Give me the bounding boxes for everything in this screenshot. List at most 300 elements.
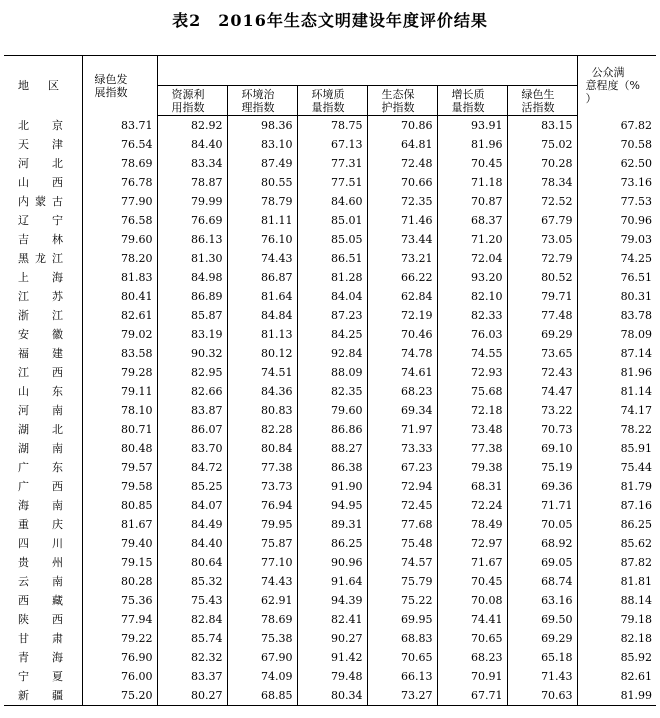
table-row	[4, 572, 656, 591]
green-living-index-header: 绿色生 活指数	[507, 86, 577, 116]
value-cell: 80.27	[157, 686, 227, 706]
value-cell: 79.60	[82, 230, 157, 249]
value-cell: 70.28	[507, 154, 577, 173]
value-cell: 73.05	[507, 230, 577, 249]
table-row	[4, 211, 656, 230]
value-cell: 84.36	[227, 382, 297, 401]
value-cell: 81.67	[82, 515, 157, 534]
value-cell: 86.13	[157, 230, 227, 249]
value-cell: 70.08	[437, 591, 507, 610]
value-cell: 82.66	[157, 382, 227, 401]
value-cell: 82.18	[620, 632, 653, 645]
value-cell: 81.96	[620, 366, 653, 379]
value-cell: 80.83	[227, 401, 297, 420]
value-cell: 67.71	[437, 686, 507, 706]
value-cell: 77.38	[437, 439, 507, 458]
value-cell: 90.96	[297, 553, 367, 572]
value-cell: 85.74	[157, 629, 227, 648]
region-cell: 安 徽	[4, 325, 82, 344]
green-development-index-header: 绿色发 展指数	[82, 56, 157, 116]
value-cell: 70.86	[367, 116, 437, 136]
region-cell: 云 南	[4, 572, 82, 591]
value-cell: 76.90	[82, 648, 157, 667]
value-cell: 81.28	[297, 268, 367, 287]
sub-index-group-header	[157, 56, 577, 86]
value-cell: 63.16	[507, 591, 577, 610]
value-cell: 80.28	[82, 572, 157, 591]
value-cell: 80.52	[507, 268, 577, 287]
value-cell: 85.87	[157, 306, 227, 325]
table-row	[4, 154, 656, 173]
value-cell: 81.14	[620, 385, 653, 398]
value-cell: 74.17	[620, 404, 653, 417]
value-cell: 62.91	[227, 591, 297, 610]
value-cell: 84.40	[157, 135, 227, 154]
value-cell: 74.43	[227, 572, 297, 591]
value-cell: 70.05	[507, 515, 577, 534]
value-cell: 79.28	[82, 363, 157, 382]
region-cell: 宁 夏	[4, 667, 82, 686]
value-cell: 74.25	[620, 252, 653, 265]
region-cell: 青 海	[4, 648, 82, 667]
table-row	[4, 686, 656, 706]
value-cell: 75.02	[507, 135, 577, 154]
value-cell: 83.19	[157, 325, 227, 344]
value-cell: 69.50	[507, 610, 577, 629]
value-cell: 74.57	[367, 553, 437, 572]
value-cell: 84.72	[157, 458, 227, 477]
value-cell: 78.22	[620, 423, 653, 436]
value-cell: 86.38	[297, 458, 367, 477]
value-cell: 90.32	[157, 344, 227, 363]
table-row	[4, 420, 656, 439]
value-cell: 69.36	[507, 477, 577, 496]
region-cell: 四 川	[4, 534, 82, 553]
value-cell: 74.09	[227, 667, 297, 686]
value-cell: 87.14	[620, 347, 653, 360]
region-cell: 天 津	[4, 135, 82, 154]
value-cell: 67.82	[620, 118, 653, 132]
value-cell: 79.95	[227, 515, 297, 534]
value-cell: 74.78	[367, 344, 437, 363]
value-cell: 70.73	[507, 420, 577, 439]
table-row	[4, 363, 656, 382]
value-cell: 67.90	[227, 648, 297, 667]
value-cell: 82.61	[620, 670, 653, 683]
value-cell: 72.94	[367, 477, 437, 496]
value-cell: 74.55	[437, 344, 507, 363]
resource-utilization-index-header: 资源利 用指数	[157, 86, 227, 116]
value-cell: 81.83	[82, 268, 157, 287]
value-cell: 82.10	[437, 287, 507, 306]
value-cell: 73.27	[367, 686, 437, 706]
value-cell: 68.23	[437, 648, 507, 667]
value-cell: 81.11	[227, 211, 297, 230]
value-cell: 73.22	[507, 401, 577, 420]
value-cell: 77.90	[82, 192, 157, 211]
value-cell: 91.42	[297, 648, 367, 667]
table-row	[4, 325, 656, 344]
table-row	[4, 344, 656, 363]
value-cell: 84.60	[297, 192, 367, 211]
table-row	[4, 534, 656, 553]
value-cell: 80.71	[82, 420, 157, 439]
value-cell: 72.79	[507, 249, 577, 268]
value-cell: 76.03	[437, 325, 507, 344]
value-cell: 79.48	[297, 667, 367, 686]
value-cell: 70.45	[437, 154, 507, 173]
value-cell: 70.96	[620, 214, 653, 227]
value-cell: 72.45	[367, 496, 437, 515]
value-cell: 82.35	[297, 382, 367, 401]
region-cell: 甘 肃	[4, 629, 82, 648]
value-cell: 83.71	[82, 116, 157, 136]
value-cell: 69.95	[367, 610, 437, 629]
value-cell: 75.48	[367, 534, 437, 553]
value-cell: 77.38	[227, 458, 297, 477]
value-cell: 79.11	[82, 382, 157, 401]
value-cell: 72.43	[507, 363, 577, 382]
value-cell: 78.79	[227, 192, 297, 211]
table-row	[4, 287, 656, 306]
table-row	[4, 477, 656, 496]
value-cell: 88.09	[297, 363, 367, 382]
region-cell: 西 藏	[4, 591, 82, 610]
value-cell: 92.84	[297, 344, 367, 363]
value-cell: 86.51	[297, 249, 367, 268]
value-cell: 91.90	[297, 477, 367, 496]
table-row	[4, 458, 656, 477]
value-cell: 82.61	[82, 306, 157, 325]
value-cell: 83.78	[620, 309, 653, 322]
value-cell: 68.83	[367, 629, 437, 648]
value-cell: 81.81	[620, 575, 653, 588]
value-cell: 93.20	[437, 268, 507, 287]
value-cell: 84.84	[227, 306, 297, 325]
value-cell: 88.27	[297, 439, 367, 458]
value-cell: 68.31	[437, 477, 507, 496]
value-cell: 84.98	[157, 268, 227, 287]
value-cell: 68.37	[437, 211, 507, 230]
value-cell: 78.75	[297, 116, 367, 136]
value-cell: 80.31	[620, 290, 653, 303]
region-cell: 福 建	[4, 344, 82, 363]
value-cell: 94.39	[297, 591, 367, 610]
value-cell: 79.03	[620, 233, 653, 246]
environmental-governance-index-header: 环境治 理指数	[227, 86, 297, 116]
value-cell: 75.19	[507, 458, 577, 477]
value-cell: 82.92	[157, 116, 227, 136]
value-cell: 77.10	[227, 553, 297, 572]
value-cell: 64.81	[367, 135, 437, 154]
value-cell: 86.87	[227, 268, 297, 287]
value-cell: 86.25	[297, 534, 367, 553]
value-cell: 84.49	[157, 515, 227, 534]
value-cell: 72.93	[437, 363, 507, 382]
value-cell: 82.41	[297, 610, 367, 629]
region-cell: 山 东	[4, 382, 82, 401]
table-row	[4, 116, 656, 136]
value-cell: 70.66	[367, 173, 437, 192]
value-cell: 74.41	[437, 610, 507, 629]
region-cell: 江 苏	[4, 287, 82, 306]
value-cell: 81.30	[157, 249, 227, 268]
value-cell: 70.65	[437, 629, 507, 648]
value-cell: 78.87	[157, 173, 227, 192]
region-header: 地 区	[4, 56, 82, 116]
value-cell: 68.85	[227, 686, 297, 706]
value-cell: 84.25	[297, 325, 367, 344]
region-cell: 湖 南	[4, 439, 82, 458]
value-cell: 65.18	[507, 648, 577, 667]
value-cell: 78.69	[227, 610, 297, 629]
value-cell: 79.38	[437, 458, 507, 477]
value-cell: 78.49	[437, 515, 507, 534]
region-cell: 内蒙古	[4, 192, 82, 211]
value-cell: 74.61	[367, 363, 437, 382]
value-cell: 70.46	[367, 325, 437, 344]
value-cell: 77.94	[82, 610, 157, 629]
value-cell: 82.32	[157, 648, 227, 667]
value-cell: 70.58	[620, 138, 653, 151]
value-cell: 87.82	[620, 556, 653, 569]
value-cell: 77.48	[507, 306, 577, 325]
value-cell: 71.67	[437, 553, 507, 572]
value-cell: 79.40	[82, 534, 157, 553]
region-cell: 河 北	[4, 154, 82, 173]
value-cell: 87.23	[297, 306, 367, 325]
region-cell: 黑龙江	[4, 249, 82, 268]
evaluation-table	[4, 55, 656, 706]
value-cell: 70.87	[437, 192, 507, 211]
value-cell: 83.58	[82, 344, 157, 363]
value-cell: 69.05	[507, 553, 577, 572]
region-cell: 广 东	[4, 458, 82, 477]
region-cell: 陕 西	[4, 610, 82, 629]
value-cell: 85.91	[620, 442, 653, 455]
value-cell: 72.52	[507, 192, 577, 211]
value-cell: 78.34	[507, 173, 577, 192]
value-cell: 75.36	[82, 591, 157, 610]
value-cell: 98.36	[227, 116, 297, 136]
table-row	[4, 306, 656, 325]
growth-quality-index-header: 增长质 量指数	[437, 86, 507, 116]
value-cell: 76.78	[82, 173, 157, 192]
value-cell: 73.73	[227, 477, 297, 496]
value-cell: 83.10	[227, 135, 297, 154]
table-row	[4, 135, 656, 154]
region-cell: 新 疆	[4, 686, 82, 706]
value-cell: 76.51	[620, 271, 653, 284]
value-cell: 71.20	[437, 230, 507, 249]
table-row	[4, 648, 656, 667]
value-cell: 69.29	[507, 325, 577, 344]
value-cell: 79.58	[82, 477, 157, 496]
value-cell: 70.65	[367, 648, 437, 667]
table-body	[4, 116, 656, 706]
value-cell: 83.70	[157, 439, 227, 458]
table-row	[4, 496, 656, 515]
value-cell: 68.92	[507, 534, 577, 553]
value-cell: 75.44	[620, 461, 653, 474]
value-cell: 76.54	[82, 135, 157, 154]
value-cell: 68.23	[367, 382, 437, 401]
value-cell: 85.05	[297, 230, 367, 249]
value-cell: 75.22	[367, 591, 437, 610]
value-cell: 85.25	[157, 477, 227, 496]
value-cell: 80.84	[227, 439, 297, 458]
value-cell: 81.99	[577, 686, 656, 706]
table-row	[4, 230, 656, 249]
value-cell: 78.20	[82, 249, 157, 268]
value-cell: 81.13	[227, 325, 297, 344]
value-cell: 85.32	[157, 572, 227, 591]
value-cell: 79.22	[82, 629, 157, 648]
value-cell: 70.63	[507, 686, 577, 706]
value-cell: 66.13	[367, 667, 437, 686]
ecological-protection-index-header: 生态保 护指数	[367, 86, 437, 116]
value-cell: 83.34	[157, 154, 227, 173]
value-cell: 74.43	[227, 249, 297, 268]
value-cell: 71.43	[507, 667, 577, 686]
region-cell: 吉 林	[4, 230, 82, 249]
value-cell: 77.53	[620, 195, 653, 208]
value-cell: 87.49	[227, 154, 297, 173]
value-cell: 78.69	[82, 154, 157, 173]
value-cell: 82.28	[227, 420, 297, 439]
value-cell: 69.34	[367, 401, 437, 420]
value-cell: 76.94	[227, 496, 297, 515]
value-cell: 94.95	[297, 496, 367, 515]
value-cell: 78.10	[82, 401, 157, 420]
value-cell: 75.43	[157, 591, 227, 610]
value-cell: 62.50	[620, 157, 653, 170]
region-cell: 上 海	[4, 268, 82, 287]
value-cell: 76.10	[227, 230, 297, 249]
value-cell: 80.41	[82, 287, 157, 306]
value-cell: 79.60	[297, 401, 367, 420]
value-cell: 82.84	[157, 610, 227, 629]
value-cell: 67.23	[367, 458, 437, 477]
value-cell: 75.20	[82, 686, 157, 706]
value-cell: 67.79	[507, 211, 577, 230]
table-row	[4, 667, 656, 686]
region-cell: 河 南	[4, 401, 82, 420]
value-cell: 86.25	[620, 518, 653, 531]
value-cell: 72.97	[437, 534, 507, 553]
value-cell: 72.18	[437, 401, 507, 420]
value-cell: 90.27	[297, 629, 367, 648]
value-cell: 86.86	[297, 420, 367, 439]
value-cell: 73.44	[367, 230, 437, 249]
region-cell: 重 庆	[4, 515, 82, 534]
value-cell: 79.02	[82, 325, 157, 344]
value-cell: 72.04	[437, 249, 507, 268]
value-cell: 71.97	[367, 420, 437, 439]
table-row	[4, 268, 656, 287]
table-row	[4, 553, 656, 572]
table-row	[4, 439, 656, 458]
value-cell: 81.64	[227, 287, 297, 306]
region-cell: 海 南	[4, 496, 82, 515]
table-row	[4, 382, 656, 401]
table-row	[4, 173, 656, 192]
value-cell: 83.15	[507, 116, 577, 136]
value-cell: 81.96	[437, 135, 507, 154]
value-cell: 71.46	[367, 211, 437, 230]
table-row	[4, 515, 656, 534]
region-cell: 湖 北	[4, 420, 82, 439]
value-cell: 75.38	[227, 629, 297, 648]
value-cell: 78.09	[620, 328, 653, 341]
value-cell: 88.14	[620, 594, 653, 607]
region-cell: 山 西	[4, 173, 82, 192]
value-cell: 87.16	[620, 499, 653, 512]
value-cell: 72.35	[367, 192, 437, 211]
value-cell: 70.45	[437, 572, 507, 591]
value-cell: 71.71	[507, 496, 577, 515]
value-cell: 73.21	[367, 249, 437, 268]
region-cell: 江 西	[4, 363, 82, 382]
value-cell: 84.40	[157, 534, 227, 553]
table-row	[4, 610, 656, 629]
value-cell: 77.68	[367, 515, 437, 534]
value-cell: 62.84	[367, 287, 437, 306]
table-row	[4, 192, 656, 211]
value-cell: 84.07	[157, 496, 227, 515]
value-cell: 89.31	[297, 515, 367, 534]
region-cell: 贵 州	[4, 553, 82, 572]
value-cell: 79.15	[82, 553, 157, 572]
value-cell: 83.87	[157, 401, 227, 420]
value-cell: 67.13	[297, 135, 367, 154]
value-cell: 79.18	[620, 613, 653, 626]
value-cell: 79.71	[507, 287, 577, 306]
value-cell: 76.00	[82, 667, 157, 686]
value-cell: 85.92	[620, 651, 653, 664]
value-cell: 77.51	[297, 173, 367, 192]
value-cell: 73.16	[620, 176, 653, 189]
value-cell: 72.48	[367, 154, 437, 173]
table-row	[4, 591, 656, 610]
region-cell: 广 西	[4, 477, 82, 496]
value-cell: 91.64	[297, 572, 367, 591]
value-cell: 83.37	[157, 667, 227, 686]
value-cell: 86.89	[157, 287, 227, 306]
value-cell: 80.64	[157, 553, 227, 572]
value-cell: 76.58	[82, 211, 157, 230]
value-cell: 85.62	[620, 537, 653, 550]
value-cell: 73.65	[507, 344, 577, 363]
value-cell: 69.29	[507, 629, 577, 648]
value-cell: 72.19	[367, 306, 437, 325]
public-satisfaction-header: 公众满 意程度（% ）	[577, 56, 656, 116]
table-row	[4, 629, 656, 648]
value-cell: 68.74	[507, 572, 577, 591]
value-cell: 71.18	[437, 173, 507, 192]
table-row	[4, 401, 656, 420]
value-cell: 75.87	[227, 534, 297, 553]
value-cell: 79.57	[82, 458, 157, 477]
region-cell: 辽 宁	[4, 211, 82, 230]
table-row	[4, 249, 656, 268]
value-cell: 80.48	[82, 439, 157, 458]
environmental-quality-index-header: 环境质 量指数	[297, 86, 367, 116]
value-cell: 79.99	[157, 192, 227, 211]
value-cell: 75.79	[367, 572, 437, 591]
value-cell: 80.12	[227, 344, 297, 363]
value-cell: 81.79	[620, 480, 653, 493]
